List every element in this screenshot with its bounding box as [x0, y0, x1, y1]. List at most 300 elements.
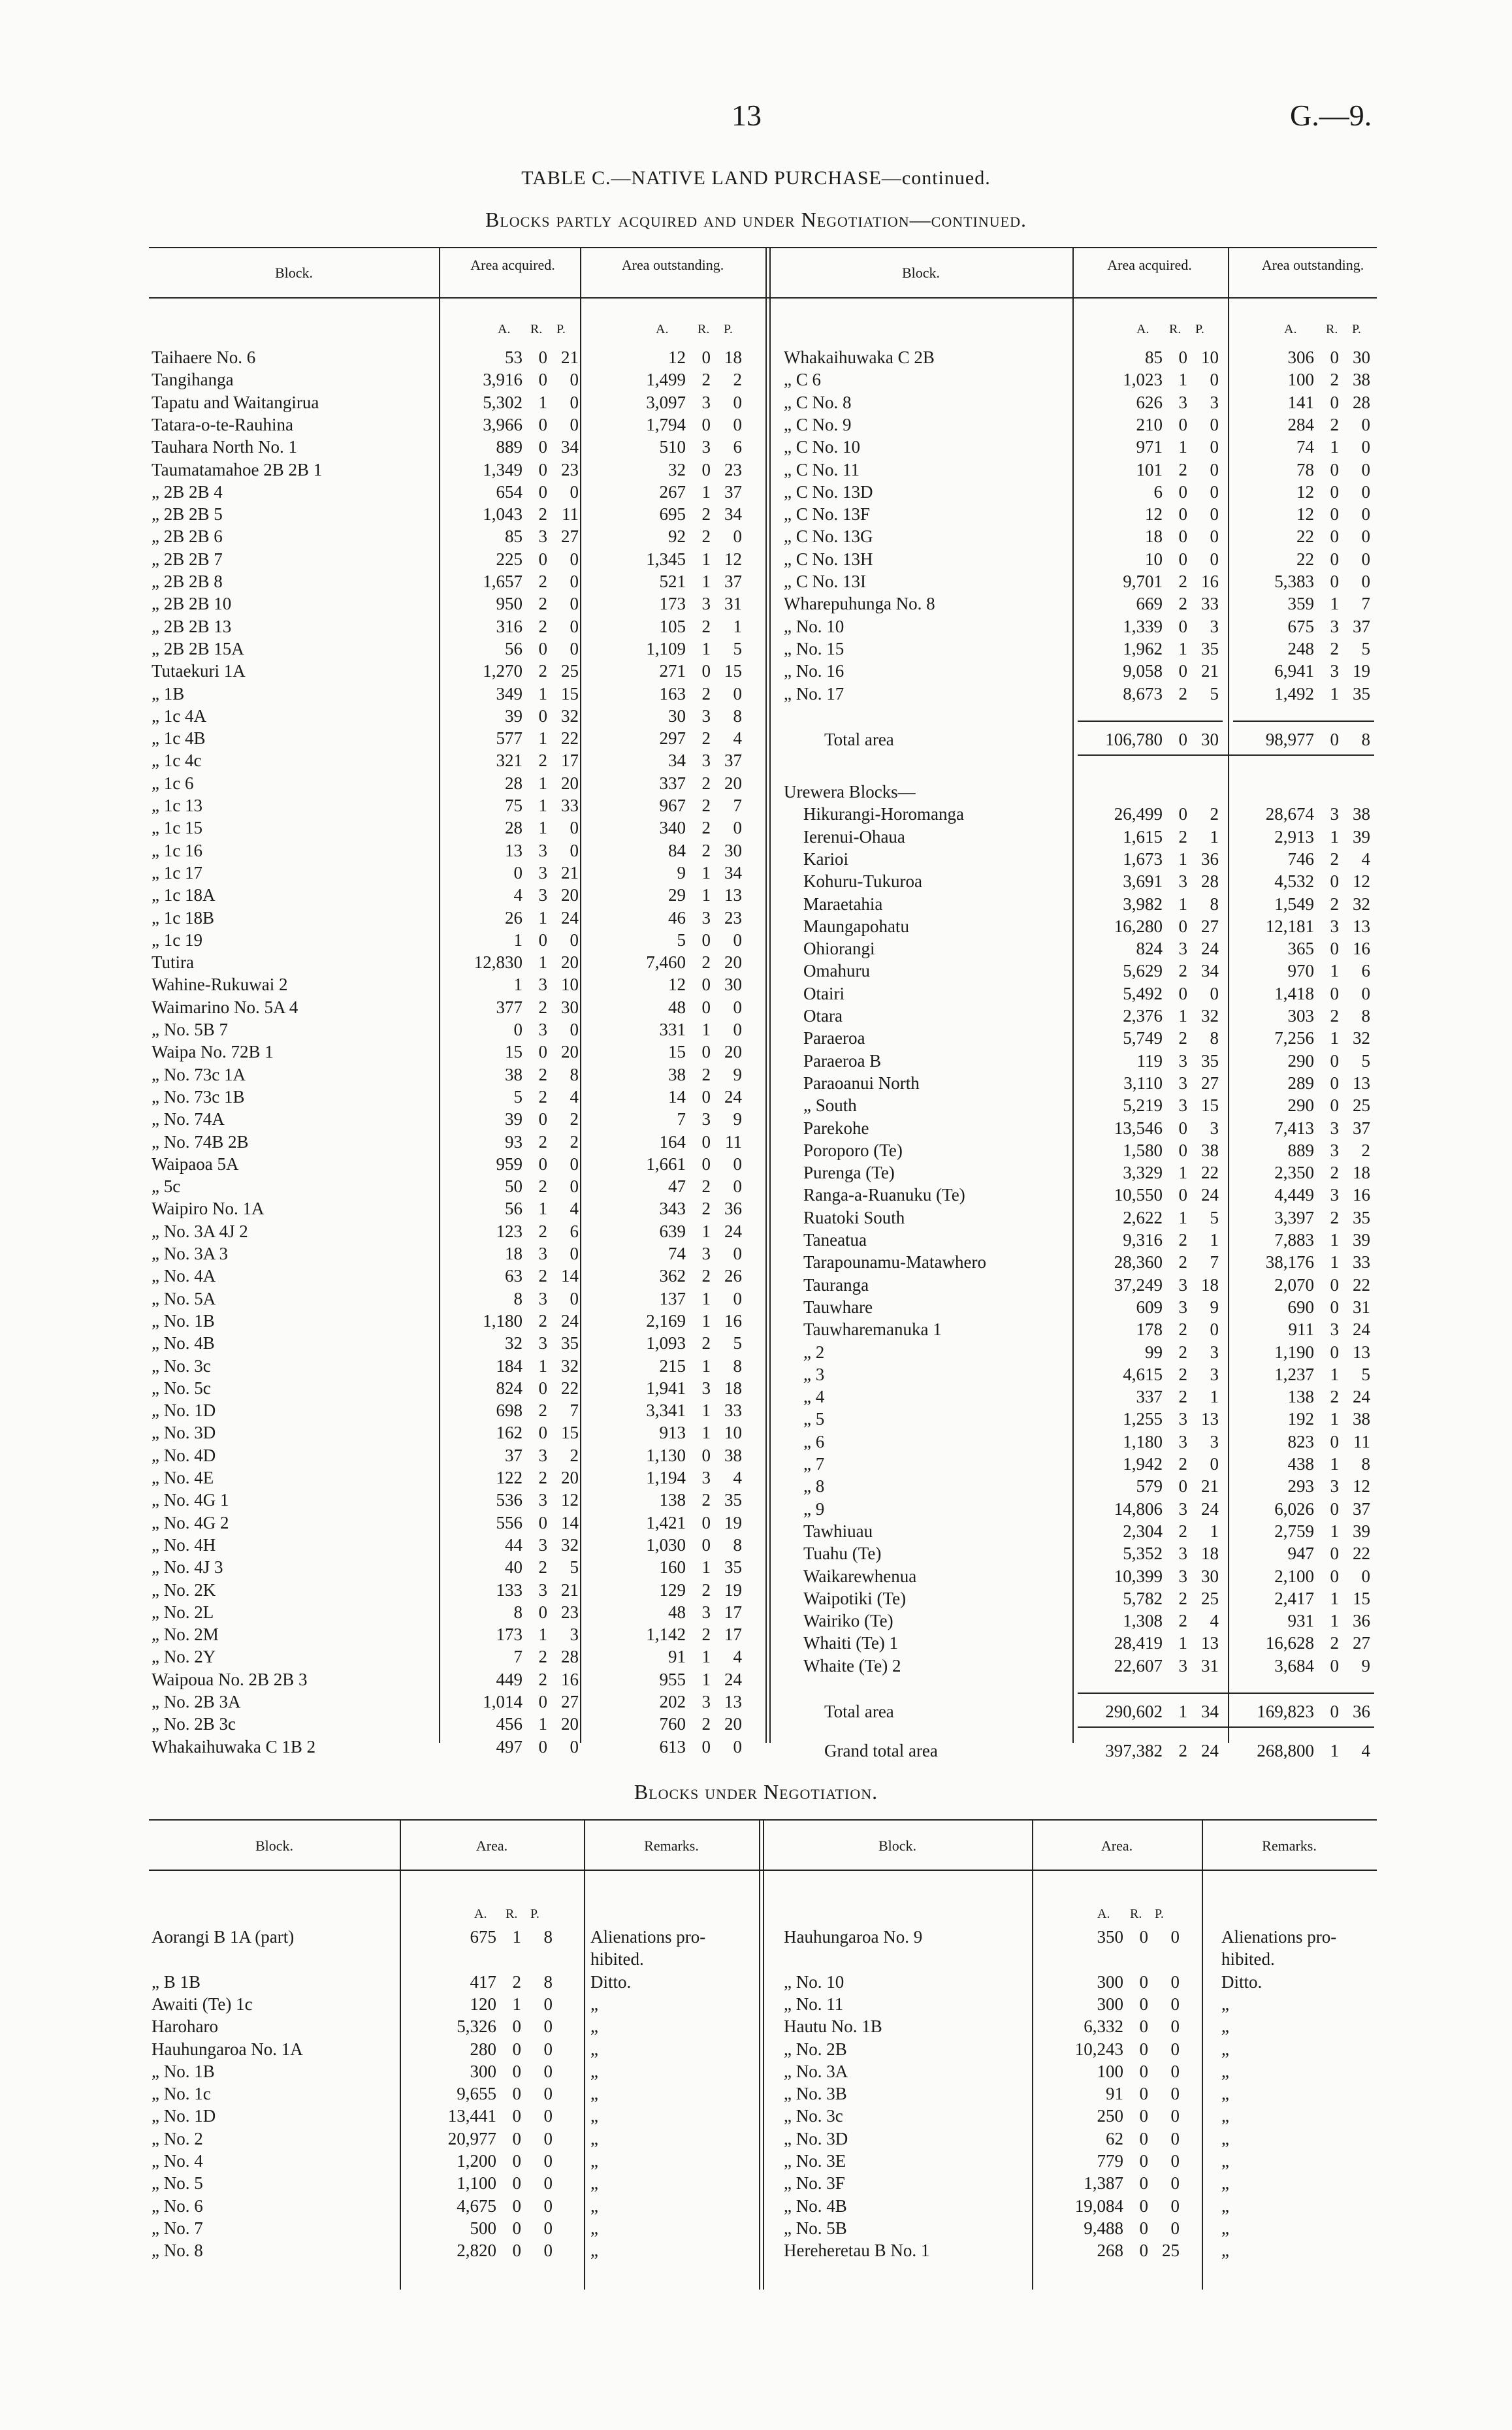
acquired-roods: 0 — [1178, 526, 1187, 546]
block-name: „ 1c 6 — [152, 773, 194, 793]
area-roods: 0 — [512, 2106, 521, 2126]
upper-vrule-3 — [765, 247, 767, 1743]
block-name: „ No. 4D — [152, 1446, 216, 1465]
outstanding-acres: 163 — [659, 684, 686, 704]
acquired-acres: 349 — [496, 684, 523, 704]
outstanding-perches: 16 — [724, 1311, 742, 1331]
outstanding-roods: 0 — [1330, 1275, 1339, 1295]
outstanding-roods: 0 — [1330, 1432, 1339, 1451]
block-name: „ 1c 18B — [152, 908, 214, 928]
unit-a: A. — [656, 322, 669, 336]
acquired-roods: 0 — [1178, 1141, 1187, 1160]
acquired-acres: 5,782 — [1123, 1589, 1163, 1608]
block-name: „ No. 5 — [152, 2173, 203, 2193]
block-name: Tuahu (Te) — [803, 1544, 882, 1563]
unit-r: R. — [698, 322, 710, 336]
outstanding-perches: 36 — [1353, 1611, 1370, 1630]
area-roods: 0 — [512, 2218, 521, 2238]
acquired-perches: 0 — [1210, 370, 1219, 389]
acquired-perches: 0 — [1210, 984, 1219, 1003]
outstanding-perches: 9 — [733, 1065, 742, 1084]
block-name: Maraetahia — [803, 894, 883, 914]
area-perches: 0 — [1170, 2151, 1180, 2171]
outstanding-acres: 290 — [1287, 1051, 1314, 1071]
outstanding-roods: 0 — [1330, 348, 1339, 367]
outstanding-acres: 74 — [1296, 437, 1314, 457]
outstanding-roods: 2 — [701, 1714, 711, 1734]
total-rule-outstanding — [1233, 721, 1374, 722]
outstanding-perches: 0 — [1361, 526, 1370, 546]
acquired-roods: 2 — [538, 594, 547, 613]
remarks: „ — [590, 2017, 598, 2036]
acquired-perches: 3 — [1210, 393, 1219, 412]
acquired-roods: 2 — [538, 1647, 547, 1666]
acquired-roods: 0 — [538, 639, 547, 658]
outstanding-perches: 35 — [1353, 1208, 1370, 1227]
acquired-perches: 0 — [570, 370, 579, 389]
acquired-acres: 123 — [496, 1222, 523, 1241]
outstanding-acres: 7,413 — [1274, 1118, 1314, 1138]
acquired-perches: 0 — [570, 1154, 579, 1174]
acquired-perches: 3 — [1210, 617, 1219, 636]
acquired-acres: 32 — [505, 1333, 523, 1353]
area-acres: 13,441 — [447, 2106, 496, 2126]
block-name: „ No. 5A — [152, 1289, 216, 1308]
block-name: Parekohe — [803, 1118, 869, 1138]
remarks: „ — [590, 2173, 598, 2193]
outstanding-acres: 913 — [659, 1423, 686, 1442]
acquired-acres: 28,360 — [1114, 1252, 1163, 1272]
block-name: Hautu No. 1B — [784, 2017, 882, 2036]
acquired-acres: 1,962 — [1123, 639, 1163, 658]
acquired-perches: 28 — [561, 1647, 579, 1666]
outstanding-acres: 7 — [677, 1109, 686, 1129]
acquired-roods: 2 — [1178, 1365, 1187, 1384]
acquired-roods: 1 — [1178, 1633, 1187, 1653]
acquired-roods: 0 — [538, 348, 547, 367]
acquired-perches: 3 — [1210, 1118, 1219, 1138]
acquired-acres: 669 — [1136, 594, 1163, 613]
remarks: Alienations pro- — [590, 1927, 706, 1947]
block-name: „ C No. 8 — [784, 393, 852, 412]
outstanding-roods: 0 — [1330, 1566, 1339, 1586]
acquired-roods: 0 — [538, 1602, 547, 1622]
outstanding-roods: 0 — [701, 1535, 711, 1555]
total-outstanding-perches: 36 — [1353, 1702, 1370, 1721]
area-roods: 0 — [512, 2151, 521, 2171]
acquired-roods: 0 — [1178, 661, 1187, 681]
acquired-perches: 8 — [570, 1065, 579, 1084]
acquired-acres: 63 — [505, 1266, 523, 1286]
outstanding-perches: 0 — [733, 684, 742, 704]
upper-table-header-rule — [149, 297, 1377, 299]
block-name: „ No. 3A 4J 2 — [152, 1222, 248, 1241]
acquired-perches: 38 — [1201, 1141, 1219, 1160]
acquired-acres: 3,110 — [1123, 1073, 1163, 1093]
block-name: „ C No. 9 — [784, 415, 852, 434]
outstanding-perches: 5 — [733, 1333, 742, 1353]
outstanding-perches: 13 — [1353, 1342, 1370, 1362]
block-name: „ No. 11 — [784, 1994, 844, 2014]
acquired-acres: 449 — [496, 1670, 523, 1689]
outstanding-acres: 46 — [668, 908, 686, 928]
acquired-acres: 3,691 — [1123, 871, 1163, 891]
acquired-acres: 7 — [513, 1647, 523, 1666]
block-name: Ierenui-Ohaua — [803, 827, 905, 847]
total-outstanding-acres: 169,823 — [1257, 1702, 1314, 1721]
upper-table-top-rule — [149, 247, 1377, 248]
outstanding-perches: 7 — [1361, 594, 1370, 613]
outstanding-roods: 3 — [1330, 1185, 1339, 1205]
outstanding-roods: 2 — [1330, 1006, 1339, 1026]
area-acres: 675 — [470, 1927, 496, 1947]
area-acres: 779 — [1097, 2151, 1123, 2171]
acquired-perches: 6 — [570, 1222, 579, 1241]
outstanding-perches: 0 — [733, 393, 742, 412]
block-name: „ No. 3A — [784, 2062, 848, 2081]
block-name: „ 1c 18A — [152, 885, 216, 905]
acquired-roods: 3 — [1178, 939, 1187, 958]
outstanding-roods: 0 — [1330, 549, 1339, 569]
outstanding-roods: 2 — [701, 370, 711, 389]
acquired-perches: 2 — [570, 1446, 579, 1465]
outstanding-acres: 29 — [668, 885, 686, 905]
acquired-acres: 1,180 — [483, 1311, 523, 1331]
area-perches: 0 — [543, 2151, 553, 2171]
acquired-perches: 32 — [561, 1535, 579, 1555]
acquired-roods: 1 — [538, 728, 547, 748]
area-perches: 0 — [543, 2241, 553, 2260]
area-perches: 0 — [543, 2062, 553, 2081]
acquired-perches: 21 — [561, 863, 579, 883]
block-name: Hauhungaroa No. 9 — [784, 1927, 923, 1947]
acquired-roods: 3 — [1178, 1095, 1187, 1115]
outstanding-perches: 37 — [1353, 1499, 1370, 1519]
outstanding-roods: 0 — [1330, 1095, 1339, 1115]
block-name: „ 1c 4A — [152, 706, 206, 726]
outstanding-perches: 15 — [1353, 1589, 1370, 1608]
acquired-perches: 20 — [561, 885, 579, 905]
section-title-partly-acquired: Blocks partly acquired and under Negotiation—continued. — [485, 208, 1027, 231]
outstanding-acres: 74 — [668, 1244, 686, 1263]
unit-a: A. — [1097, 1907, 1110, 1921]
acquired-perches: 27 — [561, 526, 579, 546]
outstanding-perches: 0 — [733, 526, 742, 546]
acquired-acres: 101 — [1136, 460, 1163, 479]
outstanding-perches: 18 — [1353, 1163, 1370, 1182]
acquired-acres: 1,180 — [1123, 1432, 1163, 1451]
acquired-roods: 0 — [1178, 804, 1187, 824]
remarks: „ — [590, 1994, 598, 2014]
grand-total-outstanding-roods: 1 — [1330, 1741, 1339, 1760]
block-name: „ C 6 — [784, 370, 821, 389]
block-name: „ 1c 4B — [152, 728, 206, 748]
area-perches: 0 — [543, 2017, 553, 2036]
block-name: Whakaihuwaka C 1B 2 — [152, 1737, 316, 1757]
acquired-perches: 24 — [561, 908, 579, 928]
area-roods: 0 — [1139, 2151, 1148, 2171]
acquired-perches: 0 — [1210, 1454, 1219, 1474]
outstanding-roods: 2 — [701, 504, 711, 524]
acquired-perches: 5 — [1210, 1208, 1219, 1227]
acquired-roods: 2 — [538, 572, 547, 591]
acquired-acres: 824 — [496, 1378, 523, 1398]
acquired-acres: 1,673 — [1123, 849, 1163, 869]
outstanding-perches: 0 — [733, 415, 742, 434]
acquired-perches: 20 — [561, 1468, 579, 1487]
acquired-roods: 0 — [538, 415, 547, 434]
outstanding-acres: 137 — [659, 1289, 686, 1308]
acquired-acres: 5,302 — [483, 393, 523, 412]
block-name: „ 2B 2B 15A — [152, 639, 244, 658]
acquired-roods: 0 — [1178, 1118, 1187, 1138]
outstanding-acres: 510 — [659, 437, 686, 457]
acquired-acres: 321 — [496, 751, 523, 770]
area-roods: 0 — [1139, 2129, 1148, 2148]
outstanding-perches: 4 — [733, 1647, 742, 1666]
acquired-perches: 20 — [561, 952, 579, 972]
acquired-roods: 3 — [538, 1580, 547, 1600]
acquired-perches: 0 — [570, 930, 579, 950]
area-perches: 0 — [1170, 2173, 1180, 2193]
block-name: „ 2B 2B 4 — [152, 482, 223, 502]
outstanding-perches: 5 — [1361, 1365, 1370, 1384]
block-name: „ No. 15 — [784, 639, 844, 658]
block-name: „ C No. 13H — [784, 549, 873, 569]
block-name: „ 1c 15 — [152, 818, 202, 837]
acquired-perches: 25 — [1201, 1589, 1219, 1608]
outstanding-roods: 0 — [1330, 1073, 1339, 1093]
acquired-roods: 3 — [1178, 1297, 1187, 1317]
acquired-perches: 15 — [561, 684, 579, 704]
outstanding-perches: 0 — [1361, 549, 1370, 569]
area-acres: 280 — [470, 2039, 496, 2059]
total-acquired-perches: 34 — [1201, 1702, 1219, 1721]
total-rule-acquired — [1078, 721, 1223, 722]
outstanding-perches: 34 — [724, 504, 742, 524]
acquired-acres: 173 — [496, 1625, 523, 1644]
acquired-roods: 1 — [1178, 894, 1187, 914]
block-name: „ C No. 13F — [784, 504, 871, 524]
acquired-acres: 1,270 — [483, 661, 523, 681]
block-name: Tauranga — [803, 1275, 869, 1295]
block-name: „ 8 — [803, 1476, 825, 1496]
area-roods: 2 — [512, 1972, 521, 1992]
outstanding-acres: 164 — [659, 1132, 686, 1152]
acquired-perches: 32 — [1201, 1006, 1219, 1026]
block-name: Ruatoki South — [803, 1208, 905, 1227]
outstanding-perches: 16 — [1353, 939, 1370, 958]
remarks: „ — [1221, 2218, 1229, 2238]
unit-p: P. — [1352, 322, 1361, 336]
outstanding-perches: 4 — [733, 728, 742, 748]
outstanding-roods: 1 — [701, 639, 711, 658]
outstanding-roods: 1 — [1330, 961, 1339, 980]
acquired-roods: 3 — [538, 841, 547, 860]
outstanding-acres: 1,142 — [646, 1625, 686, 1644]
acquired-roods: 2 — [538, 1222, 547, 1241]
outstanding-acres: 48 — [668, 1602, 686, 1622]
area-acres: 350 — [1097, 1927, 1123, 1947]
block-name: „ 9 — [803, 1499, 825, 1519]
total-acquired-roods: 0 — [1178, 730, 1187, 749]
block-name: Waimarino No. 5A 4 — [152, 997, 298, 1017]
block-name: „ 1c 16 — [152, 841, 202, 860]
area-acres: 268 — [1097, 2241, 1123, 2260]
area-perches: 0 — [543, 2106, 553, 2126]
outstanding-perches: 24 — [1353, 1387, 1370, 1406]
outstanding-acres: 28,674 — [1265, 804, 1314, 824]
outstanding-acres: 14 — [668, 1087, 686, 1107]
outstanding-acres: 639 — [659, 1222, 686, 1241]
acquired-perches: 23 — [561, 1602, 579, 1622]
outstanding-acres: 1,190 — [1274, 1342, 1314, 1362]
acquired-perches: 34 — [1201, 961, 1219, 980]
outstanding-perches: 37 — [1353, 1118, 1370, 1138]
table-title: TABLE C.—NATIVE LAND PURCHASE—continued. — [521, 167, 991, 189]
acquired-perches: 24 — [1201, 939, 1219, 958]
acquired-acres: 1,339 — [1123, 617, 1163, 636]
acquired-roods: 0 — [1178, 504, 1187, 524]
acquired-roods: 2 — [538, 1087, 547, 1107]
acquired-roods: 2 — [538, 1065, 547, 1084]
block-name: „ 1c 17 — [152, 863, 202, 883]
outstanding-acres: 12 — [1296, 482, 1314, 502]
block-name: „ No. 2B 3c — [152, 1714, 236, 1734]
acquired-perches: 21 — [1201, 661, 1219, 681]
acquired-acres: 1,023 — [1123, 370, 1163, 389]
outstanding-acres: 92 — [668, 526, 686, 546]
outstanding-acres: 306 — [1287, 348, 1314, 367]
block-name: „ No. 3B — [784, 2084, 847, 2103]
outstanding-acres: 267 — [659, 482, 686, 502]
outstanding-acres: 1,345 — [646, 549, 686, 569]
outstanding-roods: 2 — [701, 1333, 711, 1353]
outstanding-perches: 2 — [733, 370, 742, 389]
acquired-perches: 22 — [561, 728, 579, 748]
acquired-perches: 0 — [570, 617, 579, 636]
area-acres: 250 — [1097, 2106, 1123, 2126]
outstanding-perches: 37 — [724, 482, 742, 502]
block-name: „ 1c 13 — [152, 796, 202, 815]
outstanding-acres: 1,194 — [646, 1468, 686, 1487]
acquired-perches: 11 — [562, 504, 579, 524]
area-roods: 0 — [1139, 2106, 1148, 2126]
area-acres: 5,326 — [457, 2017, 496, 2036]
block-name: „ No. 4G 1 — [152, 1490, 229, 1510]
block-name: „ No. 1B — [152, 1311, 215, 1331]
acquired-perches: 1 — [1210, 1230, 1219, 1250]
outstanding-acres: 947 — [1287, 1544, 1314, 1563]
outstanding-roods: 0 — [1330, 1297, 1339, 1317]
total-outstanding-roods: 0 — [1330, 730, 1339, 749]
outstanding-roods: 3 — [701, 393, 711, 412]
acquired-perches: 0 — [1210, 504, 1219, 524]
acquired-roods: 2 — [1178, 1589, 1187, 1608]
area-roods: 0 — [512, 2196, 521, 2216]
acquired-perches: 18 — [1201, 1544, 1219, 1563]
acquired-perches: 0 — [570, 1244, 579, 1263]
outstanding-roods: 2 — [701, 1199, 711, 1218]
acquired-roods: 3 — [538, 885, 547, 905]
outstanding-roods: 0 — [1330, 1342, 1339, 1362]
acquired-roods: 0 — [538, 706, 547, 726]
block-name: Waipa No. 72B 1 — [152, 1042, 274, 1061]
total2-rule — [1078, 1693, 1374, 1694]
block-name: „ No. 5B 7 — [152, 1020, 228, 1039]
acquired-perches: 4 — [570, 1199, 579, 1218]
block-name: Haroharo — [152, 2017, 218, 2036]
outstanding-acres: 438 — [1287, 1454, 1314, 1474]
outstanding-acres: 970 — [1287, 961, 1314, 980]
acquired-acres: 971 — [1136, 437, 1163, 457]
acquired-acres: 12,830 — [474, 952, 523, 972]
acquired-perches: 14 — [561, 1513, 579, 1532]
block-name: „ 2B 2B 7 — [152, 549, 223, 569]
acquired-perches: 5 — [1210, 684, 1219, 704]
acquired-roods: 1 — [1178, 370, 1187, 389]
acquired-perches: 36 — [1201, 849, 1219, 869]
acquired-perches: 18 — [1201, 1275, 1219, 1295]
outstanding-roods: 2 — [1330, 415, 1339, 434]
block-name: „ No. 3c — [784, 2106, 843, 2126]
lower-vrule-5 — [1202, 1819, 1203, 2290]
acquired-acres: 28 — [505, 818, 523, 837]
acquired-roods: 0 — [538, 370, 547, 389]
block-name: Hauhungaroa No. 1A — [152, 2039, 303, 2059]
outstanding-roods: 1 — [701, 1311, 711, 1331]
outstanding-roods: 2 — [701, 1580, 711, 1600]
acquired-roods: 3 — [1178, 1544, 1187, 1563]
total-label: Total area — [824, 730, 894, 749]
acquired-roods: 1 — [538, 684, 547, 704]
block-name: „ No. 2B 3A — [152, 1692, 241, 1711]
outstanding-roods: 2 — [701, 684, 711, 704]
acquired-acres: 2,376 — [1123, 1006, 1163, 1026]
acquired-perches: 0 — [1210, 415, 1219, 434]
outstanding-perches: 9 — [1361, 1656, 1370, 1676]
acquired-perches: 0 — [570, 1737, 579, 1757]
acquired-roods: 1 — [1178, 437, 1187, 457]
acquired-acres: 337 — [1136, 1387, 1163, 1406]
neg-header-area-right: Area. — [1101, 1838, 1133, 1854]
acquired-acres: 5,629 — [1123, 961, 1163, 980]
block-name: „ 3 — [803, 1365, 825, 1384]
acquired-perches: 20 — [561, 773, 579, 793]
outstanding-perches: 0 — [1361, 415, 1370, 434]
acquired-roods: 1 — [538, 908, 547, 928]
outstanding-acres: 100 — [1287, 370, 1314, 389]
acquired-roods: 3 — [1178, 393, 1187, 412]
total-acquired-acres: 106,780 — [1105, 730, 1163, 749]
outstanding-perches: 23 — [724, 460, 742, 479]
remarks: „ — [590, 2218, 598, 2238]
remarks: „ — [1221, 2173, 1229, 2193]
block-name: „ No. 4J 3 — [152, 1557, 223, 1577]
acquired-roods: 0 — [538, 1737, 547, 1757]
acquired-roods: 2 — [1178, 684, 1187, 704]
outstanding-roods: 0 — [701, 1087, 711, 1107]
header-acquired-right: Area acquired. — [1107, 257, 1192, 273]
acquired-roods: 1 — [538, 1199, 547, 1218]
acquired-acres: 8 — [513, 1602, 523, 1622]
outstanding-roods: 3 — [1330, 1320, 1339, 1339]
grand-total-acquired-acres: 397,382 — [1105, 1741, 1163, 1760]
block-name: Tangihanga — [152, 370, 234, 389]
outstanding-acres: 343 — [659, 1199, 686, 1218]
acquired-roods: 3 — [1178, 1566, 1187, 1586]
outstanding-roods: 0 — [1330, 572, 1339, 591]
